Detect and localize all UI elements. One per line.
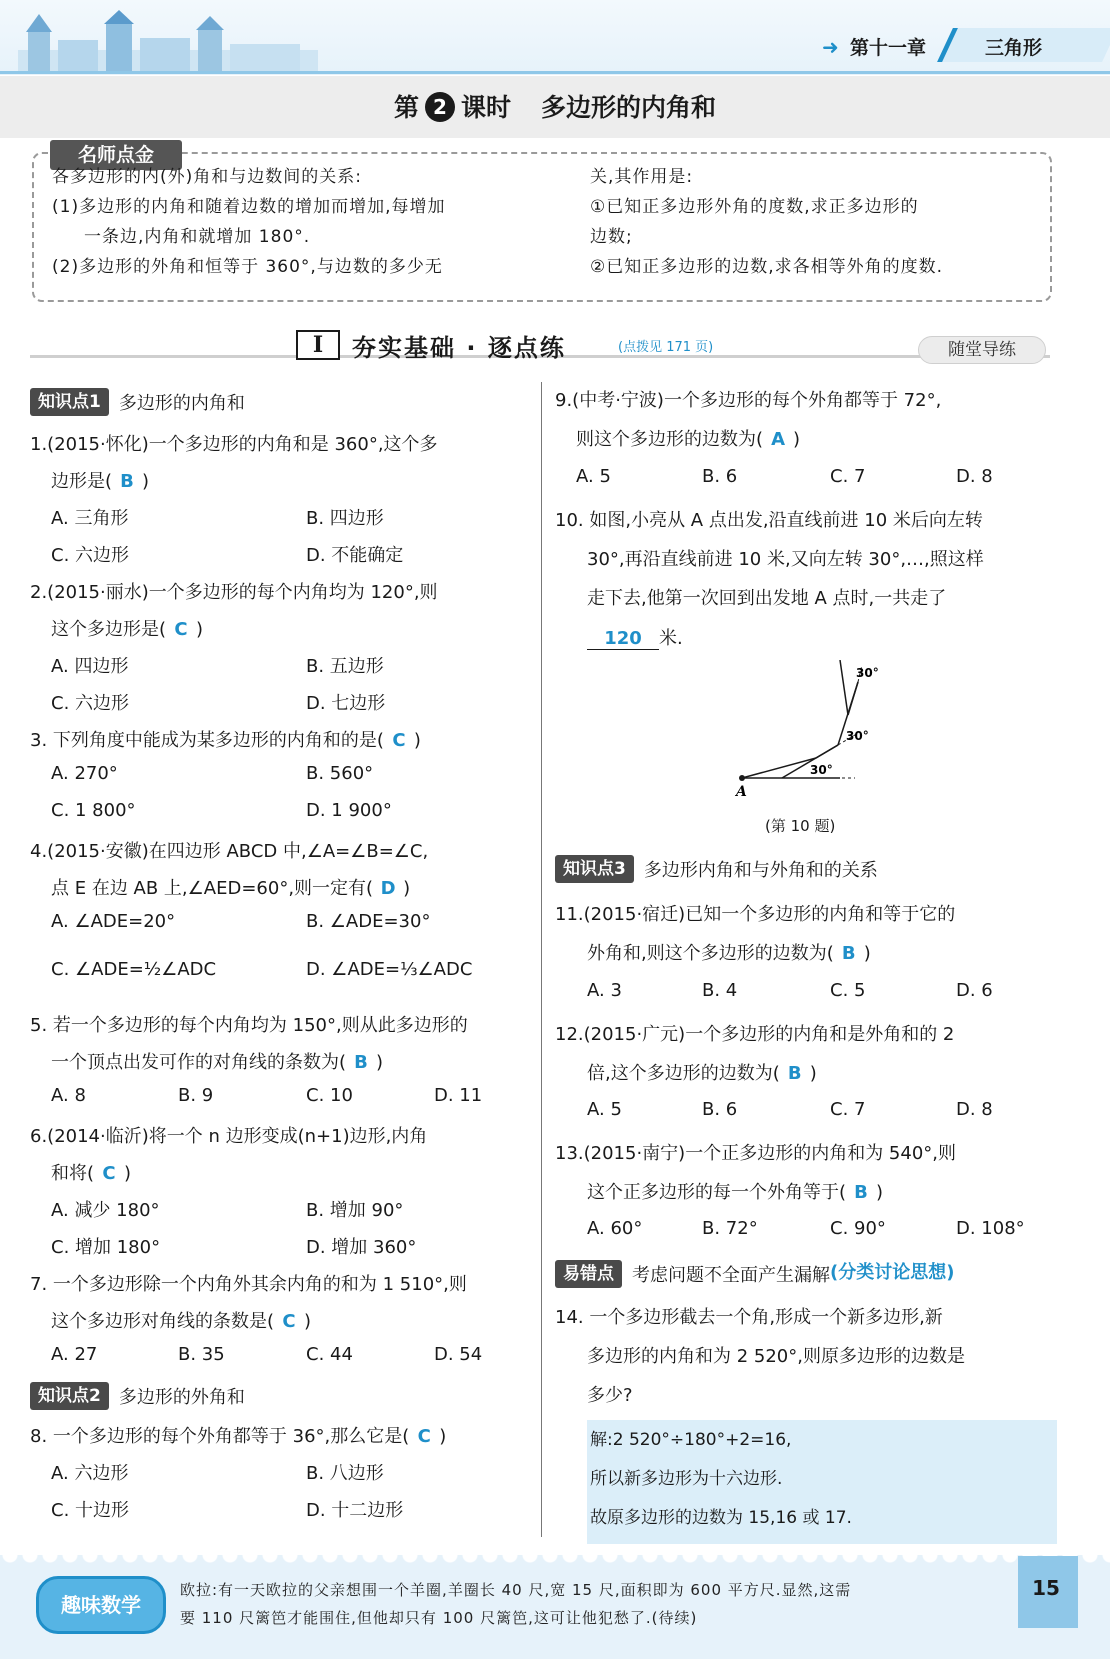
answer: C <box>392 730 406 751</box>
option: C. 六边形 <box>51 545 130 566</box>
option: A. 四边形 <box>51 656 129 677</box>
question-1-line: 边形是( B ) <box>51 471 150 492</box>
option: C. 7 <box>830 466 866 487</box>
question-5-line: 5. 若一个多边形的每个内角均为 150°,则从此多边形的 <box>30 1015 468 1036</box>
option: D. 6 <box>956 980 993 1001</box>
option: A. 5 <box>587 1099 622 1120</box>
question-12-line: 倍,这个多边形的边数为( B ) <box>587 1063 817 1084</box>
question-10-line: 10. 如图,小亮从 A 点出发,沿直线前进 10 米后向左转 <box>555 510 983 531</box>
figure-angle: 30° <box>810 763 833 777</box>
option: A. 三角形 <box>51 508 129 529</box>
question-7-line: 这个多边形对角线的条数是( C ) <box>51 1311 312 1332</box>
option: B. 增加 90° <box>306 1200 404 1221</box>
option: A. ∠ADE=20° <box>51 911 176 932</box>
column-divider <box>541 382 542 1537</box>
tips-tag: 名师点金 <box>50 140 182 170</box>
knowledge-point-1 <box>30 388 245 416</box>
tips-line: (1)多边形的内角和随着边数的增加而增加,每增加 <box>52 197 446 217</box>
option: D. 11 <box>434 1085 483 1106</box>
option: C. 7 <box>830 1099 866 1120</box>
option: B. 9 <box>178 1085 214 1106</box>
solution-line: 故原多边形的边数为 15,16 或 17. <box>590 1508 852 1528</box>
section-numeral: I <box>296 330 340 360</box>
answer: C <box>417 1426 431 1447</box>
chevron-right-icon: ➜ <box>822 35 839 59</box>
question-11-line: 11.(2015·宿迁)已知一个多边形的内角和等于它的 <box>555 904 956 925</box>
tips-line: 一条边,内角和就增加 180°. <box>84 227 311 247</box>
kp-text: 考虑问题不全面产生漏解 <box>632 1264 830 1286</box>
answer: B <box>120 471 134 492</box>
question-14-line: 多边形的内角和为 2 520°,则原多边形的边数是 <box>587 1346 965 1367</box>
answer: B <box>354 1052 368 1073</box>
figure-caption: (第 10 题) <box>765 817 836 835</box>
option: B. 五边形 <box>306 656 384 677</box>
kp-text: 多边形的内角和 <box>118 393 245 414</box>
kp-text: 多边形的外角和 <box>118 1387 245 1408</box>
tips-left <box>52 162 532 282</box>
lesson-suffix: 课时 <box>460 93 511 122</box>
option: B. 6 <box>702 466 738 487</box>
option: A. 60° <box>587 1218 643 1239</box>
option: D. 增加 360° <box>306 1237 417 1258</box>
option: D. 8 <box>956 466 993 487</box>
footer-story <box>180 1576 1000 1632</box>
option: D. 七边形 <box>306 693 386 714</box>
option: B. 72° <box>702 1218 758 1239</box>
option: A. 8 <box>51 1085 86 1106</box>
question-14-line: 14. 一个多边形截去一个角,形成一个新多边形,新 <box>555 1307 943 1328</box>
question-10-line: 120 米. <box>587 624 683 650</box>
figure-angle: 30° <box>856 666 879 680</box>
question-4-line: 点 E 在边 AB 上,∠AED=60°,则一定有( D ) <box>51 878 411 899</box>
kp-tag: 易错点 <box>555 1260 622 1288</box>
knowledge-point-3 <box>555 855 878 883</box>
question-13-line: 13.(2015·南宁)一个正多边形的内角和为 540°,则 <box>555 1143 956 1164</box>
option: A. 减少 180° <box>51 1200 160 1221</box>
tips-line: 关,其作用是: <box>590 167 694 187</box>
tips-line: (2)多边形的外角和恒等于 360°,与边数的多少无 <box>52 257 443 277</box>
footer-wave <box>0 1555 1110 1565</box>
option: D. 54 <box>434 1344 483 1365</box>
option: A. 5 <box>576 466 611 487</box>
tips-right <box>590 162 1040 282</box>
question-6-line: 6.(2014·临沂)将一个 n 边形变成(n+1)边形,内角 <box>30 1126 428 1147</box>
answer: C <box>174 619 188 640</box>
option: A. 27 <box>51 1344 98 1365</box>
question-9-line: 9.(中考·宁波)一个多边形的每个外角都等于 72°, <box>555 390 942 411</box>
option: D. 十二边形 <box>306 1500 404 1521</box>
question-14-line: 多少? <box>587 1385 633 1406</box>
option: B. 35 <box>178 1344 225 1365</box>
option: C. 增加 180° <box>51 1237 161 1258</box>
page-number: 15 <box>1032 1576 1060 1600</box>
tips-line: 各多边形的内(外)角和与边数间的关系: <box>52 167 362 187</box>
question-9-line: 则这个多边形的边数为( A ) <box>576 429 801 450</box>
question-10-line: 30°,再沿直线前进 10 米,又向左转 30°,…,照这样 <box>587 549 984 570</box>
question-10-line: 走下去,他第一次回到出发地 A 点时,一共走了 <box>587 588 947 609</box>
kp-tag: 知识点1 <box>30 388 109 416</box>
chapter-name: 三角形 <box>985 37 1043 59</box>
lesson-prefix: 第 <box>393 93 419 122</box>
question-7-line: 7. 一个多边形除一个内角外其余内角的和为 1 510°,则 <box>30 1274 467 1295</box>
option: C. 1 800° <box>51 800 136 821</box>
section-right-tag: 随堂导练 <box>918 336 1046 364</box>
figure-label-a: A <box>736 784 747 800</box>
question-4-line: 4.(2015·安徽)在四边形 ABCD 中,∠A=∠B=∠C, <box>30 841 429 862</box>
footer-line: 要 110 尺篱笆才能围住,但他却只有 100 尺篱笆,这可让他犯愁了.(待续) <box>180 1609 698 1627</box>
solution-line: 所以新多边形为十六边形. <box>590 1469 783 1489</box>
question-13-line: 这个正多边形的每一个外角等于( B ) <box>587 1182 884 1203</box>
answer: B <box>787 1063 802 1084</box>
answer: B <box>854 1182 868 1203</box>
option: C. 10 <box>306 1085 353 1106</box>
question-8-line: 8. 一个多边形的每个外角都等于 36°,那么它是( C ) <box>30 1426 447 1447</box>
option: B. 八边形 <box>306 1463 384 1484</box>
error-point <box>555 1258 954 1286</box>
fun-math-logo: 趣味数学 <box>36 1576 166 1634</box>
question-5-line: 一个顶点出发可作的对角线的条数为( B ) <box>51 1052 384 1073</box>
question-12-line: 12.(2015·广元)一个多边形的内角和是外角和的 2 <box>555 1024 955 1045</box>
option: C. 十边形 <box>51 1500 130 1521</box>
option: A. 六边形 <box>51 1463 129 1484</box>
option: D. 108° <box>956 1218 1025 1239</box>
option: C. 90° <box>830 1218 886 1239</box>
walking-path-figure <box>720 660 900 810</box>
question-2-line: 这个多边形是( C ) <box>51 619 204 640</box>
option: B. 4 <box>702 980 738 1001</box>
kp-tag: 知识点3 <box>555 855 634 883</box>
option: A. 3 <box>587 980 622 1001</box>
option: B. 6 <box>702 1099 738 1120</box>
question-3-line: 3. 下列角度中能成为某多边形的内角和的是( C ) <box>30 730 421 751</box>
option: B. 四边形 <box>306 508 384 529</box>
section-title: 夯实基础 · 逐点练 <box>352 334 566 362</box>
kp-note: (分类讨论思想) <box>830 1262 955 1283</box>
answer: C <box>102 1163 116 1184</box>
answer: A <box>771 429 785 450</box>
lesson-title <box>0 88 1110 124</box>
option: C. 44 <box>306 1344 353 1365</box>
castle-illustration <box>18 10 318 72</box>
kp-text: 多边形内角和与外角和的关系 <box>643 860 878 881</box>
option: B. ∠ADE=30° <box>306 911 431 932</box>
tips-line: ②已知正多边形的边数,求各相等外角的度数. <box>590 257 944 277</box>
lesson-number: 2 <box>425 92 455 122</box>
answer: B <box>841 943 856 964</box>
question-6-line: 和将( C ) <box>51 1163 132 1184</box>
option: C. ∠ADE=½∠ADC <box>51 959 217 980</box>
option: D. 8 <box>956 1099 993 1120</box>
question-11-line: 外角和,则这个多边形的边数为( B ) <box>587 943 871 964</box>
question-2-line: 2.(2015·丽水)一个多边形的每个内角均为 120°,则 <box>30 582 438 603</box>
option: C. 六边形 <box>51 693 130 714</box>
option: D. 1 900° <box>306 800 392 821</box>
answer: D <box>380 878 396 899</box>
option: B. 560° <box>306 763 374 784</box>
answer: C <box>282 1311 296 1332</box>
question-1-line: 1.(2015·怀化)一个多边形的内角和是 360°,这个多 <box>30 434 438 455</box>
tips-line: ①已知正多边形外角的度数,求正多边形的 <box>590 197 919 217</box>
option: A. 270° <box>51 763 118 784</box>
option: D. ∠ADE=⅓∠ADC <box>306 959 473 980</box>
lesson-name: 多边形的内角和 <box>541 93 717 122</box>
footer-line: 欧拉:有一天欧拉的父亲想围一个羊圈,羊圈长 40 尺,宽 15 尺,面积即为 600 平方尺.显然,这需 <box>180 1581 852 1599</box>
chapter-label: 第十一章 <box>850 37 927 59</box>
option: C. 5 <box>830 980 866 1001</box>
header-divider <box>0 71 1110 74</box>
tips-line: 边数; <box>590 227 633 247</box>
kp-tag: 知识点2 <box>30 1382 109 1410</box>
section-ref: (点拨见 171 页) <box>618 340 714 355</box>
answer-blank: 120 <box>587 628 659 650</box>
figure-angle: 30° <box>846 729 869 743</box>
solution-line: 解:2 520°÷180°+2=16, <box>590 1430 792 1450</box>
knowledge-point-2 <box>30 1382 245 1410</box>
option: D. 不能确定 <box>306 545 404 566</box>
